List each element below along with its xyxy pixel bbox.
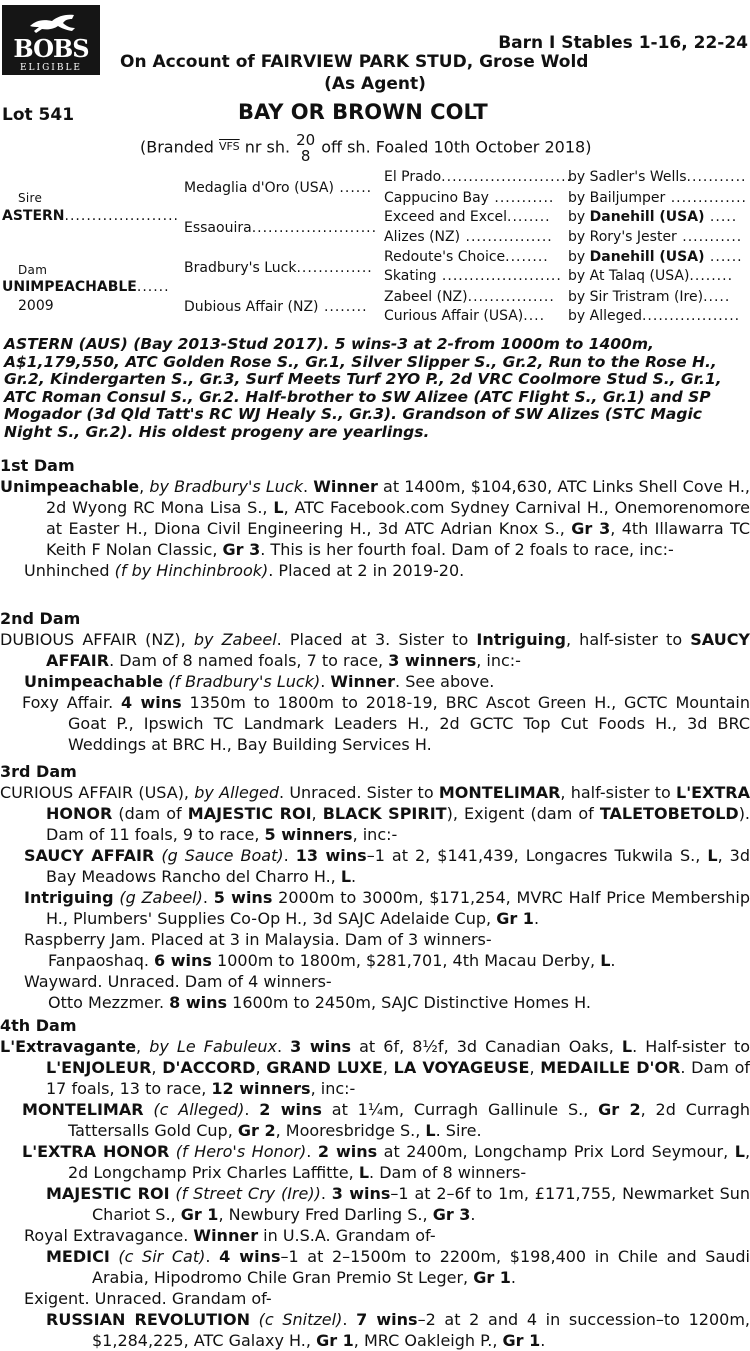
text-run: by Bradbury's Luck [149,477,303,496]
third-dam-section [0,761,750,1013]
text-run [250,1310,259,1329]
text-run: Unhinched [24,561,115,580]
text-run: 2000m to 3000m, $171,254, MVRC Half Price Membership H., Plumbers' Supplies Co-Op H., 3d SAJC Adelaide Cup, [46,888,750,928]
text-run: DUBIOUS AFFAIR (NZ), [0,630,194,649]
text-run: . Dam of 8 winners- [369,1163,527,1182]
pedigree-gen4-4: by Rory's Jester ........... [568,229,743,245]
fourth-dam-grandprogeny-russian-revolution [0,1309,750,1351]
text-run: . [610,951,616,970]
brand-prefix: (Branded [140,137,219,157]
text-run: , MRC Oakleigh P., [353,1331,503,1350]
second-dam-section [0,608,750,755]
text-run: –1 at 2, $141,439, Longacres Tukwila S., [366,846,708,865]
text-run: 3 wins [331,1184,391,1203]
agent-note: (As Agent) [324,74,426,94]
text-run: Gr 3 [571,519,611,538]
text-run: LA VOYAGEUSE [393,1058,530,1077]
text-run: . [283,846,296,865]
text-run: 4 wins [219,1247,281,1266]
text-run: , 4th Illawarra TC Keith F Nolan Classic, [46,519,750,559]
text-run: . [320,672,331,691]
text-run: MAJESTIC ROI [187,804,312,823]
text-run: , [139,477,150,496]
text-run: by Le Fabuleux [149,1037,277,1056]
pedigree-gen3-7: Zabeel (NZ)................ [384,289,555,305]
text-run: Gr 1 [502,1331,541,1350]
text-run: . Placed at 2 in 2019-20. [268,561,465,580]
logo-line2: ELIGIBLE [19,63,82,73]
text-run: L [621,1037,633,1056]
text-run: 6 wins [154,951,212,970]
brand-suffix: off sh. Foaled 10th October 2018) [321,137,592,157]
second-dam-progeny-unimpeachable [0,671,750,692]
pedigree-gen2-4: Dubious Affair (NZ) ........ [184,299,368,315]
text-run: 2 wins [317,1142,378,1161]
first-dam-progeny-unhinched [0,560,750,581]
text-run: in U.S.A. Grandam of- [258,1226,436,1245]
fourth-dam-paragraph [0,1036,750,1099]
text-run: 8 wins [169,993,228,1012]
text-run: Gr 3 [222,540,261,559]
text-run: 12 winners [211,1079,311,1098]
logo-line1: BOBS [13,34,89,63]
text-run: . [540,1331,546,1350]
text-run: L [707,846,718,865]
text-run: –2 at 2 and 4 in succession–to 1200m, $1,284,225, ATC Galaxy H., [92,1310,750,1350]
text-run: , 2d Curragh Tattersalls Gold Cup, [68,1100,750,1140]
text-run: L [600,951,611,970]
text-run: . [470,1205,476,1224]
vendor-account: On Account of FAIRVIEW PARK STUD, Grose Wold [120,52,589,72]
text-run: 5 winners [264,825,353,844]
fourth-dam-grandprogeny-medici [0,1246,750,1288]
first-dam-paragraph [0,476,750,560]
text-run: , 2d Longchamp Prix Charles Laffitte, [68,1142,750,1182]
text-run: . [342,1310,357,1329]
text-run: 4 wins [121,693,182,712]
sire-name: ASTERN..................... [2,208,179,224]
text-run: . Sire. [435,1121,482,1140]
bobs-eligible-logo [2,5,100,75]
text-run: . [202,888,214,907]
text-run: , Newbury Fred Darling S., [218,1205,433,1224]
text-run [144,1100,154,1119]
text-run: 13 wins [295,846,367,865]
pedigree-gen2-3: Bradbury's Luck.............. [184,260,373,276]
third-dam-grandprogeny-fanpaoshaq [0,950,750,971]
text-run: Exigent. Unraced. Grandam of- [24,1289,272,1308]
pedigree-gen3-4: Alizes (NZ) ................ [384,229,553,245]
text-run: by Zabeel [193,630,277,649]
text-run: , Mooresbridge S., [275,1121,426,1140]
text-run: Unimpeachable [24,672,164,691]
text-run: , [151,1058,163,1077]
brand-fraction [296,132,315,164]
pedigree-gen4-3: by Danehill (USA) ..... [568,209,738,225]
text-run: Gr 2 [598,1100,641,1119]
third-dam-progeny-wayward [0,971,750,992]
text-run: GRAND LUXE [266,1058,383,1077]
dam-foaling-year: 2009 [18,298,54,314]
first-dam-section [0,455,750,581]
text-run: ). Dam of 11 foals, 9 to race, [46,804,750,844]
text-run: , [311,804,323,823]
text-run: (g Sauce Boat) [161,846,284,865]
text-run: Winner [330,672,396,691]
text-run: , half-sister to [565,630,691,649]
pedigree-gen3-5: Redoute's Choice........ [384,249,549,265]
text-run: Gr 3 [432,1205,471,1224]
text-run: , inc:- [352,825,398,844]
text-run: Wayward. Unraced. Dam of 4 winners- [24,972,332,991]
brand-mid: nr sh. [239,137,291,157]
first-dam-heading: 1st Dam [0,456,75,475]
pedigree-gen3-2: Cappucino Bay ........... [384,190,555,206]
text-run: . [533,909,540,928]
text-run: MONTELIMAR [438,783,561,802]
fourth-dam-heading: 4th Dam [0,1016,77,1035]
second-dam-paragraph [0,629,750,671]
pedigree-gen4-7: by Sir Tristram (Ire)..... [568,289,731,305]
text-run: ), Exigent (dam of [446,804,600,823]
text-run: 2 wins [259,1100,322,1119]
text-run: 1000m to 1800m, $281,701, 4th Macau Derby, [211,951,601,970]
text-run: , inc:- [310,1079,356,1098]
text-run: –1 at 2–6f to 1m, £171,755, Newmarket Sun Chariot S., [92,1184,750,1224]
pedigree-gen3-1: El Prado........................ [384,169,572,185]
text-run: MEDICI [46,1247,110,1266]
text-run: at 1¼m, Curragh Gallinule S., [321,1100,599,1119]
text-run: at 6f, 8½f, 3d Canadian Oaks, [351,1037,622,1056]
fourth-dam-progeny-lextra-honor [0,1141,750,1183]
text-run: . [276,1037,291,1056]
text-run: L [734,1142,745,1161]
text-run: MEDAILLE D'OR [540,1058,681,1077]
third-dam-progeny-intriguing [0,887,750,929]
text-run: L'ENJOLEUR [46,1058,152,1077]
text-run: CURIOUS AFFAIR (USA), [0,783,195,802]
text-run: BLACK SPIRIT [322,804,447,823]
text-run: Winner [193,1226,259,1245]
text-run: 3 wins [290,1037,352,1056]
text-run: Gr 2 [237,1121,276,1140]
text-run: , [529,1058,541,1077]
pedigree-gen4-1: by Sadler's Wells........... [568,169,747,185]
pedigree-gen3-6: Skating ...................... [384,268,562,284]
text-run: Foxy Affair. [22,693,122,712]
text-run: . [320,1184,332,1203]
stables-location: Barn I Stables 1-16, 22-24 [498,33,748,53]
third-dam-heading: 3rd Dam [0,762,77,781]
sire-summary: ASTERN (AUS) (Bay 2013-Stud 2017). 5 wins-3 at 2-from 1000m to 1400m, A$1,179,550, ATC Golden Rose S., Gr.1, Silver Slipper S., Gr.2, Run to the Rose H., Gr.2, Kindergarten S., Gr.3, Surf Meets Turf 2YO P., 2d VRC Coolmore Stud S., Gr.1, ATC Roman Consul S., Gr.2. Half-brother to SW Alizee (ATC Flight S., Gr.1) and SP Mogador (3d Qld Tatt's RC WJ Healy S., Gr.3). Grandson of SW Alizes (STC Magic Night S., Gr.2). His oldest progeny are yearlings. [4,335,722,441]
text-run: MAJESTIC ROI [46,1184,170,1203]
text-run: . [244,1100,260,1119]
text-run: 7 wins [356,1310,418,1329]
text-run: 3 winners [388,651,477,670]
fourth-dam-progeny-exigent [0,1288,750,1309]
lot-number: Lot 541 [2,105,75,125]
text-run: Intriguing [24,888,114,907]
text-run: L'EXTRA HONOR [46,783,750,823]
text-run: (f Bradbury's Luck) [168,672,321,691]
third-dam-progeny-saucy-affair [0,845,750,887]
text-run: Gr 1 [496,909,534,928]
brand-num-bottom: 8 [300,147,311,165]
text-run: MONTELIMAR [22,1100,144,1119]
brand-num-top: 20 [296,131,316,149]
text-run: . Dam of 8 named foals, 7 to race, [109,651,389,670]
second-dam-heading: 2nd Dam [0,609,81,628]
dam-name: UNIMPEACHABLE...... [2,279,170,295]
text-run: TALETOBETOLD [599,804,739,823]
text-run: . [351,867,357,886]
text-run: L'EXTRA HONOR [22,1142,170,1161]
text-run: L'Extravagante [0,1037,137,1056]
text-run: Intriguing [476,630,566,649]
brand-foaling-line [140,132,591,164]
brand-mark: $\overline{VFS}$ [218,139,240,153]
third-dam-grandprogeny-otto-mezzmer [0,992,750,1013]
text-run: Raspberry Jam. Placed at 3 in Malaysia. Dam of 3 winners- [24,930,492,949]
text-run: , ATC Facebook.com Sydney Carnival H., Onemorenomore at Easter H., Diona Civil Engineering H., 3d ATC Adrian Knox S., [46,498,750,538]
text-run: . [306,1142,318,1161]
text-run: Gr 1 [473,1268,511,1287]
text-run: , [136,1037,150,1056]
text-run: L [273,498,284,517]
text-run: L [358,1163,370,1182]
text-run: 1600m to 2450m, SAJC Distinctive Homes H. [227,993,591,1012]
third-dam-progeny-raspberry-jam [0,929,750,950]
text-run: (c Sir Cat) [118,1247,206,1266]
text-run: . [205,1247,220,1266]
text-run: . [510,1268,517,1287]
text-run: , inc:- [476,651,521,670]
text-run: Unimpeachable [0,477,140,496]
fourth-dam-progeny-royal-extravagance [0,1225,750,1246]
text-run: at 1400m, $104,630, ATC Links Shell Cove H., 2d Wyong RC Mona Lisa S., [46,477,750,517]
fourth-dam-grandprogeny-majestic-roi [0,1183,750,1225]
text-run: (g Zabeel) [119,888,203,907]
text-run: . Unraced. Sister to [278,783,439,802]
text-run: . Dam of 17 foals, 13 to race, [46,1058,750,1098]
text-run: SAUCY AFFAIR [24,846,155,865]
text-run: SAUCY AFFAIR [46,630,750,670]
pedigree-gen3-3: Exceed and Excel........ [384,209,551,225]
text-run: Gr 1 [180,1205,219,1224]
pedigree-gen4-6: by At Talaq (USA)........ [568,268,734,284]
text-run: (c Alleged) [153,1100,245,1119]
pedigree-gen4-8: by Alleged.................. [568,308,741,324]
text-run: 1350m to 1800m to 2018-19, BRC Ascot Green H., GCTC Mountain Goat P., Ipswich TC Landmark Leaders H., 2d GCTC Top Cut Foods H., 3d BRC Weddings at BRC H., Bay Building Services H. [68,693,750,754]
text-run: , half-sister to [560,783,677,802]
text-run: 5 wins [213,888,273,907]
text-run: at 2400m, Longchamp Prix Lord Seymour, [377,1142,735,1161]
text-run: , [382,1058,394,1077]
pedigree-gen4-5: by Danehill (USA) ...... [568,249,743,265]
text-run: (f Street Cry (Ire)) [175,1184,321,1203]
text-run: L [425,1121,436,1140]
text-run: , [255,1058,267,1077]
text-run: (dam of [112,804,188,823]
pedigree-gen2-2: Essaouira....................... [184,220,378,236]
fourth-dam-section [0,1015,750,1351]
text-run: Royal Extravagance. [24,1226,194,1245]
text-run: Otto Mezzmer. [48,993,170,1012]
third-dam-paragraph [0,782,750,845]
dam-label: Dam [18,263,48,277]
text-run: L [340,867,352,886]
text-run: (c Snitzel) [258,1310,343,1329]
pedigree-gen2-1: Medaglia d'Oro (USA) ...... [184,180,373,196]
pedigree-gen3-8: Curious Affair (USA).... [384,308,546,324]
sire-label: Sire [18,191,43,205]
horse-title: BAY OR BROWN COLT [238,100,488,124]
pedigree-gen4-2: by Bailjumper .............. [568,190,748,206]
second-dam-progeny-foxy-affair [0,692,750,755]
text-run: –1 at 2–1500m to 2200m, $198,400 in Chile and Saudi Arabia, Hipodromo Chile Gran Premio St Leger, [92,1247,750,1287]
text-run: by Alleged [194,783,279,802]
text-run: . [302,477,314,496]
text-run: Gr 1 [316,1331,354,1350]
text-run: . See above. [395,672,495,691]
racehorse-icon [28,10,78,36]
text-run: . Half-sister to [632,1037,750,1056]
text-run: . This is her fourth foal. Dam of 2 foals to race, inc:- [260,540,674,559]
text-run: RUSSIAN REVOLUTION [46,1310,250,1329]
text-run: Winner [313,477,378,496]
text-run: D'ACCORD [162,1058,256,1077]
fourth-dam-progeny-montelimar [0,1099,750,1141]
text-run: , 3d Bay Meadows Rancho del Charro H., [46,846,750,886]
text-run: (f Hero's Honor) [175,1142,307,1161]
text-run: Fanpaoshaq. [48,951,155,970]
text-run: (f by Hinchinbrook) [114,561,269,580]
text-run: . Placed at 3. Sister to [276,630,477,649]
